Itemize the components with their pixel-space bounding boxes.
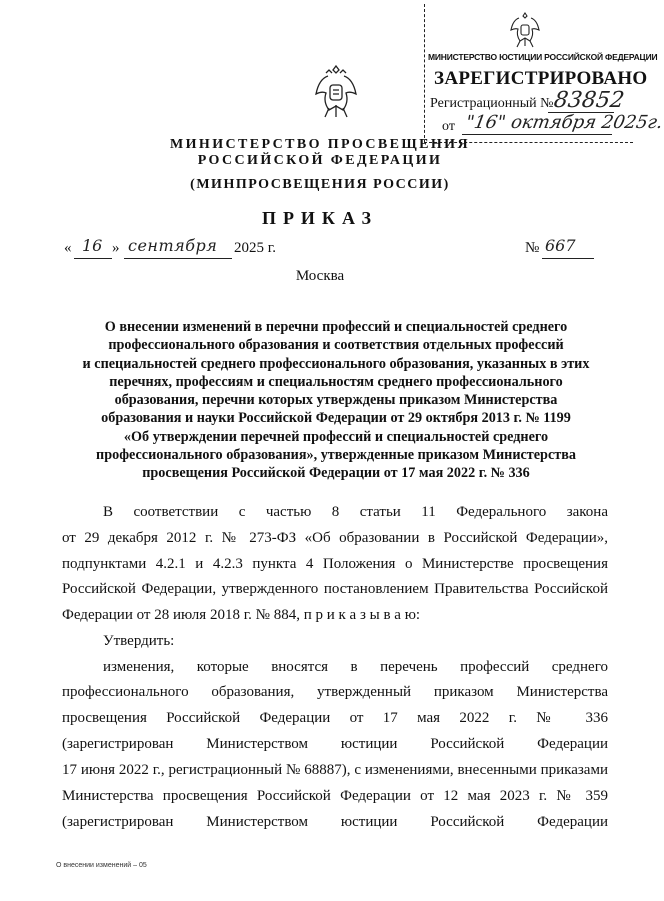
body-line: подпунктами 4.2.1 и 4.2.3 пункта 4 Положения о Министерстве просвещения <box>62 556 608 572</box>
body-line: В соответствии с частью 8 статьи 11 Федерального закона <box>103 504 608 520</box>
heading-line: перечнях, профессиям и специальностям среднего профессионального <box>109 373 563 390</box>
coat-of-arms-icon <box>312 64 360 122</box>
ministry-short-name: (МИНПРОСВЕЩЕНИЯ РОССИИ) <box>190 177 450 192</box>
heading-line: и специальностей среднего профессионального образования, указанных в этих <box>82 355 590 372</box>
order-number-label: № <box>525 240 540 256</box>
heading-line: образования, перечни которых утверждены приказом Министерства <box>114 392 558 409</box>
date-open-quote: « <box>64 240 72 256</box>
body-line: Министерства просвещения Российской Федерации от 12 мая 2023 г. № 359 <box>62 788 608 804</box>
stamp-registered-label: ЗАРЕГИСТРИРОВАНО <box>434 68 648 89</box>
order-number-underline <box>542 258 594 259</box>
heading-line: профессионального образования», утвержденные приказом Министерства <box>96 447 576 464</box>
order-day-underline <box>74 258 112 259</box>
body-line: просвещения Российской Федерации от 17 мая 2022 г. № 336 <box>62 710 608 726</box>
order-day: 16 <box>82 236 103 255</box>
stamp-regnum-label: Регистрационный № <box>430 96 554 111</box>
body-line: профессионального образования, утвержденный приказом Министерства <box>62 684 608 700</box>
stamp-date-underline <box>462 134 612 135</box>
page-footer: О внесении изменений – 05 <box>56 862 147 869</box>
order-heading <box>62 318 610 483</box>
order-month: сентября <box>128 236 218 255</box>
body-line: от 29 декабря 2012 г. № 273-ФЗ «Об образовании в Российской Федерации», <box>62 530 608 546</box>
heading-line: «Об утверждении перечней профессий и специальностей среднего <box>123 428 549 445</box>
body-line: (зарегистрирован Министерством юстиции Российской Федерации <box>62 814 608 830</box>
body-line: Федерации от 28 июля 2018 г. № 884, п р и к а з ы в а ю: <box>62 607 421 623</box>
heading-line: профессионального образования и соответствия отдельных профессий <box>108 337 564 354</box>
stamp-coat-of-arms-icon <box>508 10 542 50</box>
stamp-ministry-name: МИНИСТЕРСТВО ЮСТИЦИИ РОССИЙСКОЙ ФЕДЕРАЦИИ <box>428 52 658 62</box>
stamp-date-prefix: от <box>442 119 455 134</box>
stamp-regnum-value: 83852 <box>552 88 626 113</box>
body-line: изменения, которые вносятся в перечень профессий среднего <box>103 659 608 675</box>
document-type-title: ПРИКАЗ <box>261 208 379 228</box>
order-year: 2025 г. <box>234 240 276 256</box>
date-close-quote: » <box>112 240 120 256</box>
body-line: (зарегистрирован Министерством юстиции Российской Федерации <box>62 736 608 752</box>
order-month-underline <box>124 258 232 259</box>
ministry-name-line2: РОССИЙСКОЙ ФЕДЕРАЦИИ <box>197 153 443 168</box>
body-line: Утвердить: <box>103 633 175 649</box>
heading-line: образования и науки Российской Федерации от 29 октября 2013 г. № 1199 <box>101 410 571 427</box>
stamp-date-value: "16" октября 2025г. <box>464 112 664 133</box>
heading-line: просвещения Российской Федерации от 17 мая 2022 г. № 336 <box>142 465 530 482</box>
body-line: Российской Федерации, утвержденного постановлением Правительства Российской <box>62 581 608 597</box>
order-number: 667 <box>545 236 576 255</box>
body-line: 17 июня 2022 г., регистрационный № 68887), с изменениями, внесенными приказами <box>62 762 608 778</box>
ministry-name-line1: МИНИСТЕРСТВО ПРОСВЕЩЕНИЯ <box>170 137 470 152</box>
heading-line: О внесении изменений в перечни профессий и специальностей среднего <box>104 319 568 335</box>
order-city: Москва <box>295 268 345 284</box>
